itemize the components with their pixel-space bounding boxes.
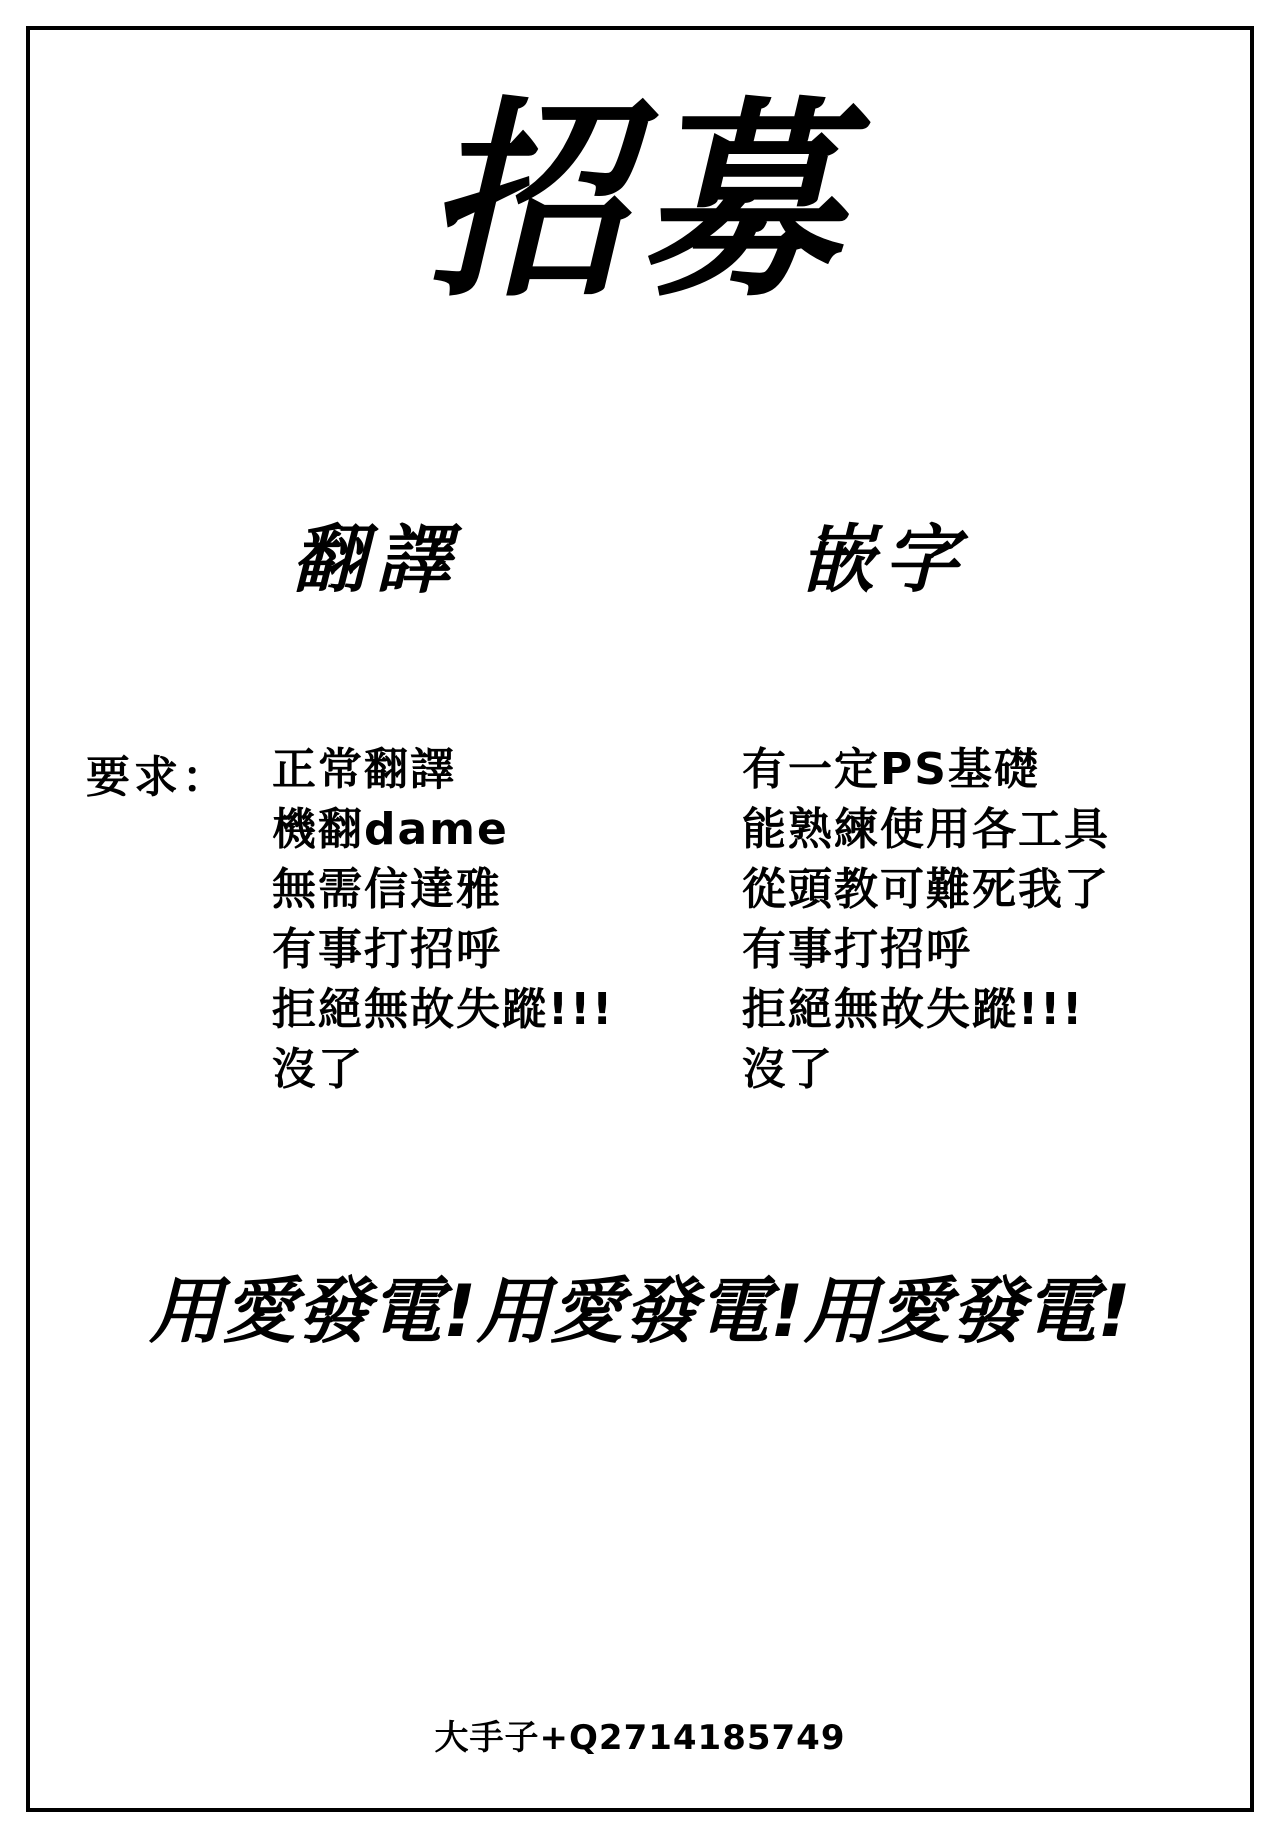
- list-item: 機翻dame: [272, 804, 509, 855]
- slogan-text: 用愛發電!用愛發電!用愛發電!: [149, 1269, 1131, 1353]
- column-headings: [0, 517, 1280, 610]
- list-item: 拒絕無故失蹤!!!: [742, 984, 1085, 1035]
- list-item: 有事打招呼: [742, 924, 972, 975]
- list-item: 從頭教可難死我了: [742, 864, 1110, 915]
- column-heading-translate: 翻譯: [292, 517, 460, 603]
- list-item: 沒了: [272, 1044, 364, 1095]
- page-title: 招募: [425, 79, 854, 327]
- list-item: 能熟練使用各工具: [742, 804, 1110, 855]
- requirements-label: 要求：: [86, 752, 230, 803]
- requirements-list-typeset: [742, 740, 1110, 1100]
- list-item: 有事打招呼: [272, 924, 502, 975]
- requirements-list-translate: [272, 740, 614, 1100]
- list-item: 拒絕無故失蹤!!!: [272, 984, 615, 1035]
- list-item: 有一定PS基礎: [742, 744, 1040, 795]
- contact-footer: 大手子+Q2714185749: [434, 1718, 846, 1758]
- list-item: 沒了: [742, 1044, 834, 1095]
- list-item: 無需信達雅: [272, 864, 502, 915]
- column-heading-typeset: 嵌字: [800, 517, 968, 603]
- list-item: 正常翻譯: [272, 744, 456, 795]
